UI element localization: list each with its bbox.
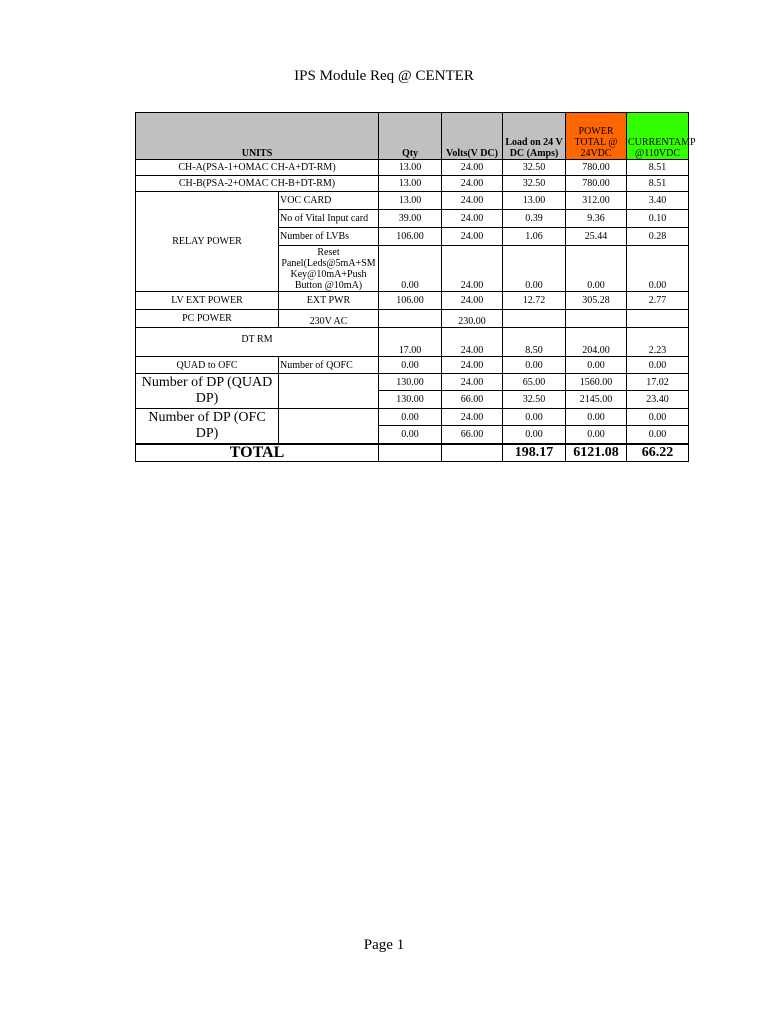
row-label: CH-A(PSA-1+OMAC CH-A+DT-RM)	[136, 160, 379, 176]
page-title: IPS Module Req @ CENTER	[294, 68, 474, 84]
volts-cell: 24.00	[442, 374, 503, 391]
volts-cell: 24.00	[442, 409, 503, 426]
header-row	[136, 113, 689, 160]
current-cell: 0.10	[627, 210, 689, 228]
row-sublabel	[279, 374, 379, 409]
volts-cell: 66.00	[442, 391, 503, 409]
load-cell: 13.00	[503, 192, 566, 210]
power-cell: 0.00	[566, 426, 627, 444]
qty-cell: 106.00	[379, 228, 442, 246]
load-cell: 32.50	[503, 160, 566, 176]
dp-quad-label: Number of DP (QUAD DP)	[136, 374, 279, 409]
load-cell: 65.00	[503, 374, 566, 391]
row-label: CH-B(PSA-2+OMAC CH-B+DT-RM)	[136, 176, 379, 192]
volts-cell: 24.00	[442, 210, 503, 228]
power-cell: 305.28	[566, 292, 627, 310]
table-row	[136, 310, 689, 328]
qty-cell: 0.00	[379, 246, 442, 292]
volts-cell	[442, 444, 503, 462]
current-header: CURRENTAMP @110VDC	[627, 113, 689, 160]
load-cell: 0.00	[503, 357, 566, 374]
qty-cell: 0.00	[379, 357, 442, 374]
qty-cell	[379, 444, 442, 462]
total-current: 66.22	[627, 444, 689, 462]
row-label: Number of LVBs	[279, 228, 379, 246]
qty-cell: 17.00	[379, 328, 442, 357]
qty-cell: 106.00	[379, 292, 442, 310]
power-cell: 780.00	[566, 160, 627, 176]
qty-header: Qty	[379, 113, 442, 160]
table-row	[136, 328, 689, 357]
qty-cell: 39.00	[379, 210, 442, 228]
units-header: UNITS	[136, 113, 379, 160]
load-cell: 32.50	[503, 176, 566, 192]
current-cell: 2.23	[627, 328, 689, 357]
current-cell: 0.00	[627, 246, 689, 292]
current-cell: 8.51	[627, 160, 689, 176]
current-cell: 23.40	[627, 391, 689, 409]
load-cell: 0.00	[503, 409, 566, 426]
total-load: 198.17	[503, 444, 566, 462]
load-cell: 8.50	[503, 328, 566, 357]
volts-cell: 24.00	[442, 292, 503, 310]
power-cell: 2145.00	[566, 391, 627, 409]
row-sublabel: 230V AC	[279, 310, 379, 328]
load-cell: 1.06	[503, 228, 566, 246]
current-cell: 2.77	[627, 292, 689, 310]
row-label: No of Vital Input card	[279, 210, 379, 228]
qty-cell	[379, 310, 442, 328]
volts-header: Volts(V DC)	[442, 113, 503, 160]
table-row	[136, 160, 689, 176]
power-cell: 0.00	[566, 246, 627, 292]
power-cell: 1560.00	[566, 374, 627, 391]
current-cell: 17.02	[627, 374, 689, 391]
load-cell: 0.39	[503, 210, 566, 228]
relay-power-label: RELAY POWER	[136, 192, 279, 292]
load-cell: 0.00	[503, 426, 566, 444]
current-cell: 0.00	[627, 409, 689, 426]
qty-cell: 130.00	[379, 391, 442, 409]
volts-cell: 24.00	[442, 176, 503, 192]
load-cell: 32.50	[503, 391, 566, 409]
current-cell: 3.40	[627, 192, 689, 210]
power-table	[135, 112, 696, 462]
total-label: TOTAL	[136, 444, 379, 462]
page-number: Page 1	[363, 937, 405, 953]
row-label: Reset Panel(Leds@5mA+SM Key@10mA+Push Button @10mA)	[279, 246, 379, 292]
qty-cell: 13.00	[379, 192, 442, 210]
row-label: PC POWER	[136, 310, 279, 328]
volts-cell: 24.00	[442, 357, 503, 374]
table-row	[136, 192, 689, 210]
volts-cell: 230.00	[442, 310, 503, 328]
volts-cell: 24.00	[442, 192, 503, 210]
load-header: Load on 24 V DC (Amps)	[503, 113, 566, 160]
volts-cell: 24.00	[442, 160, 503, 176]
current-cell	[627, 310, 689, 328]
dp-ofc-label: Number of DP (OFC DP)	[136, 409, 279, 444]
qty-cell: 130.00	[379, 374, 442, 391]
qty-cell: 0.00	[379, 426, 442, 444]
power-cell: 0.00	[566, 357, 627, 374]
power-cell: 25.44	[566, 228, 627, 246]
row-label: VOC CARD	[279, 192, 379, 210]
table-row	[136, 357, 689, 374]
total-row	[136, 444, 689, 462]
power-cell: 780.00	[566, 176, 627, 192]
volts-cell: 24.00	[442, 246, 503, 292]
current-cell: 0.00	[627, 357, 689, 374]
row-sublabel	[279, 409, 379, 444]
table-row	[136, 176, 689, 192]
row-label: LV EXT POWER	[136, 292, 279, 310]
power-cell: 0.00	[566, 409, 627, 426]
power-cell	[566, 310, 627, 328]
power-cell: 312.00	[566, 192, 627, 210]
load-cell	[503, 310, 566, 328]
power-cell: 204.00	[566, 328, 627, 357]
qty-cell: 0.00	[379, 409, 442, 426]
load-cell: 12.72	[503, 292, 566, 310]
row-label: DT RM	[136, 328, 379, 357]
qty-cell: 13.00	[379, 160, 442, 176]
power-cell: 9.36	[566, 210, 627, 228]
current-cell: 0.28	[627, 228, 689, 246]
volts-cell: 66.00	[442, 426, 503, 444]
table-row	[136, 409, 689, 426]
volts-cell: 24.00	[442, 328, 503, 357]
current-cell: 0.00	[627, 426, 689, 444]
qty-cell: 13.00	[379, 176, 442, 192]
power-header: POWER TOTAL @ 24VDC	[566, 113, 627, 160]
load-cell: 0.00	[503, 246, 566, 292]
table-row	[136, 374, 689, 391]
current-cell: 8.51	[627, 176, 689, 192]
row-sublabel: Number of QOFC	[279, 357, 379, 374]
row-sublabel: EXT PWR	[279, 292, 379, 310]
total-power: 6121.08	[566, 444, 627, 462]
table-row	[136, 292, 689, 310]
volts-cell: 24.00	[442, 228, 503, 246]
row-label: QUAD to OFC	[136, 357, 279, 374]
